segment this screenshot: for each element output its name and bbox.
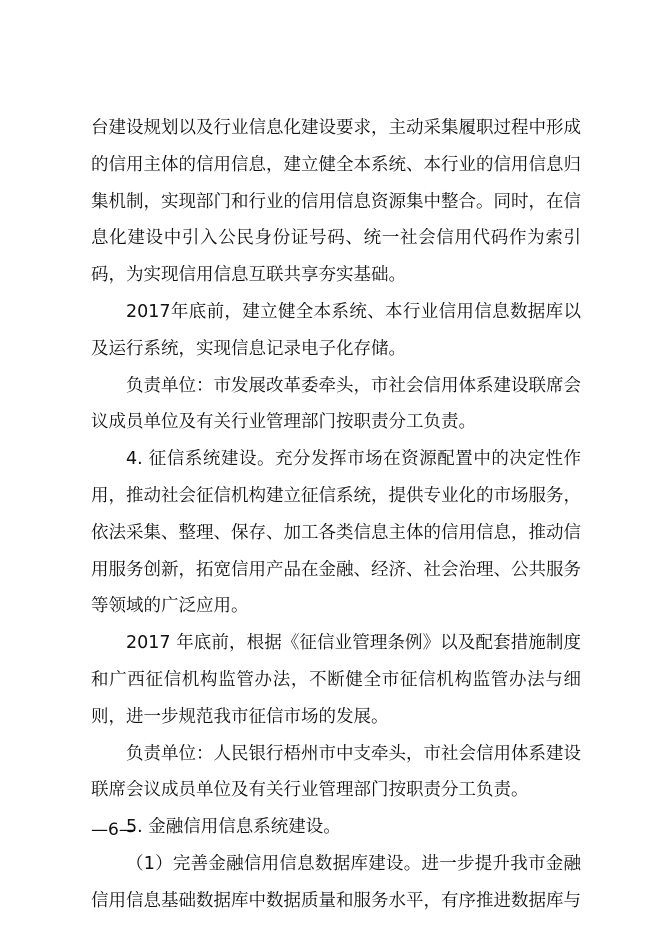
paragraph-section-5-heading: 5. 金融信用信息系统建设。 <box>126 817 341 838</box>
paragraph-deadline-database: 2017年底前，建立健全本系统、本行业信用信息数据库以及运行系统，实现信息记录电子化存储。 <box>91 301 581 359</box>
paragraph-responsible-unit-2: 负责单位：人民银行梧州市中支牵头，市社会信用体系建设联席会议成员单位及有关行业管理部门按职责分工负责。 <box>91 743 581 801</box>
page-number: —6— <box>91 820 136 840</box>
paragraph-continuation: 台建设规划以及行业信息化建设要求，主动采集履职过程中形成的信用主体的信用信息，建立健全本系统、本行业的信用信息归集机制，实现部门和行业的信用信息资源集中整合。同时，在信息化建设中引入公民身份证号码、统一社会信用代码作为索引码，为实现信用信息互联共享夯实基础。 <box>91 118 581 286</box>
paragraph-item-1-financial-database: （1）完善金融信用信息数据库建设。进一步提升我市金融信用信息基础数据库中数据质量和服务水平，有序推进数据库与 <box>91 853 581 911</box>
document-body <box>91 110 581 920</box>
paragraph-section-4-credit-reporting: 4. 征信系统建设。充分发挥市场在资源配置中的决定性作用，推动社会征信机构建立征信系统，提供专业化的市场服务，依法采集、整理、保存、加工各类信息主体的信用信息，推动信用服务创新，拓宽信用产品在金融、经济、社会治理、公共服务等领域的广泛应用。 <box>91 449 581 617</box>
paragraph-deadline-regulation: 2017 年底前，根据《征信业管理条例》以及配套措施制度和广西征信机构监管办法，不断健全市征信机构监管办法与细则，进一步规范我市征信市场的发展。 <box>91 633 581 727</box>
paragraph-responsible-unit-1: 负责单位：市发展改革委牵头，市社会信用体系建设联席会议成员单位及有关行业管理部门按职责分工负责。 <box>91 375 581 433</box>
